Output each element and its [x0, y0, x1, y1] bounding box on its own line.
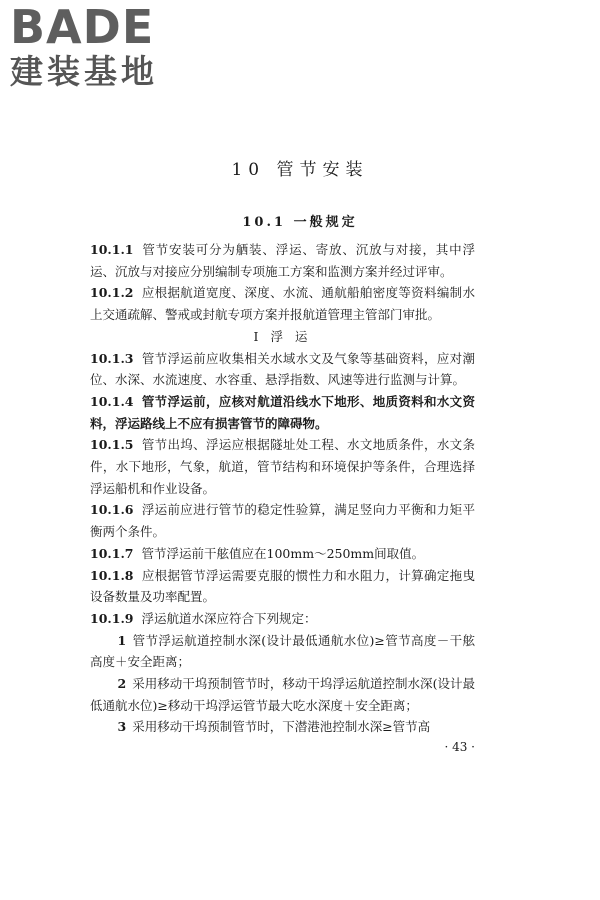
item-text: 采用移动干坞预制管节时，移动干坞浮运航道控制水深(设计最低通航水位)≥移动干坞浮运管节最大吃水深度＋安全距离； — [90, 676, 475, 713]
clause-text: 应根据航道宽度、深度、水流、通航船舶密度等资料编制水上交通疏解、警戒或封航专项方案并报航道管理主管部门审批。 — [90, 285, 475, 323]
item-text: 采用移动干坞预制管节时，下潜港池控制水深≥管节高 — [132, 719, 431, 735]
clause-10-1-3 — [90, 348, 475, 391]
item-text: 管节浮运航道控制水深(设计最低通航水位)≥管节高度－干舷高度＋安全距离； — [90, 632, 475, 670]
clause-10-1-5 — [90, 434, 475, 499]
clause-10-1-4 — [90, 391, 475, 434]
subsection-title: Ⅰ 浮 运 — [253, 328, 312, 344]
page-number: · 43 · — [444, 740, 475, 754]
bade-logo — [10, 0, 180, 96]
clause-10-1-9 — [90, 608, 475, 630]
clause-10-1-6 — [90, 499, 475, 542]
clause-text: 管节安装可分为舾装、浮运、寄放、沉放与对接，其中浮运、沉放与对接应分别编制专项施工方案和监测方案并经过评审。 — [90, 242, 475, 279]
list-item — [90, 673, 475, 716]
clause-text: 浮运前应进行管节的稳定性验算，满足竖向力平衡和力矩平衡两个条件。 — [90, 502, 475, 540]
item-number: 3 — [117, 719, 127, 735]
clause-text: 管节浮运前应收集相关水域水文及气象等基础资料，应对潮位、水深、水流速度、水容重、悬浮指数、风速等进行监测与计算。 — [90, 350, 475, 388]
clause-number: 10.1.4 — [90, 393, 134, 409]
clause-number: 10.1.1 — [90, 242, 134, 257]
item-number: 1 — [117, 632, 127, 648]
clause-number: 10.1.2 — [90, 285, 134, 301]
list-item — [90, 716, 475, 738]
clause-10-1-2 — [90, 282, 475, 325]
clause-number: 10.1.5 — [90, 437, 134, 453]
clause-text: 管节浮运前，应核对航道沿线水下地形、地质资料和水文资料，浮运路线上不应有损害管节的障碍物。 — [90, 393, 475, 431]
clause-number: 10.1.8 — [90, 567, 134, 583]
clause-text: 管节浮运前干舷值应在100mm～250mm间取值。 — [141, 545, 425, 561]
clause-text: 应根据管节浮运需要克服的惯性力和水阻力，计算确定拖曳设备数量及功率配置。 — [90, 567, 475, 605]
logo-text-en: BADE — [10, 0, 155, 54]
logo-text-cn: 建装基地 — [10, 52, 158, 91]
clause-number: 10.1.3 — [90, 350, 134, 366]
list-item — [90, 630, 475, 673]
clause-number: 10.1.6 — [90, 502, 134, 518]
clause-text: 管节出坞、浮运应根据隧址处工程、水文地质条件，水文条件，水下地形，气象，航道，管节结构和环境保护等条件，合理选择浮运船机和作业设备。 — [90, 437, 475, 496]
item-number: 2 — [117, 676, 127, 692]
clause-number: 10.1.9 — [90, 610, 134, 626]
clause-number: 10.1.7 — [90, 545, 134, 561]
clause-text: 浮运航道水深应符合下列规定： — [141, 610, 317, 626]
clause-10-1-1 — [90, 239, 475, 282]
clause-10-1-7 — [90, 543, 475, 565]
chapter-title: 10 管节安装 — [231, 160, 369, 180]
section-title: 10.1 一般规定 — [242, 215, 358, 230]
document-body — [90, 239, 475, 738]
clause-10-1-8 — [90, 565, 475, 608]
